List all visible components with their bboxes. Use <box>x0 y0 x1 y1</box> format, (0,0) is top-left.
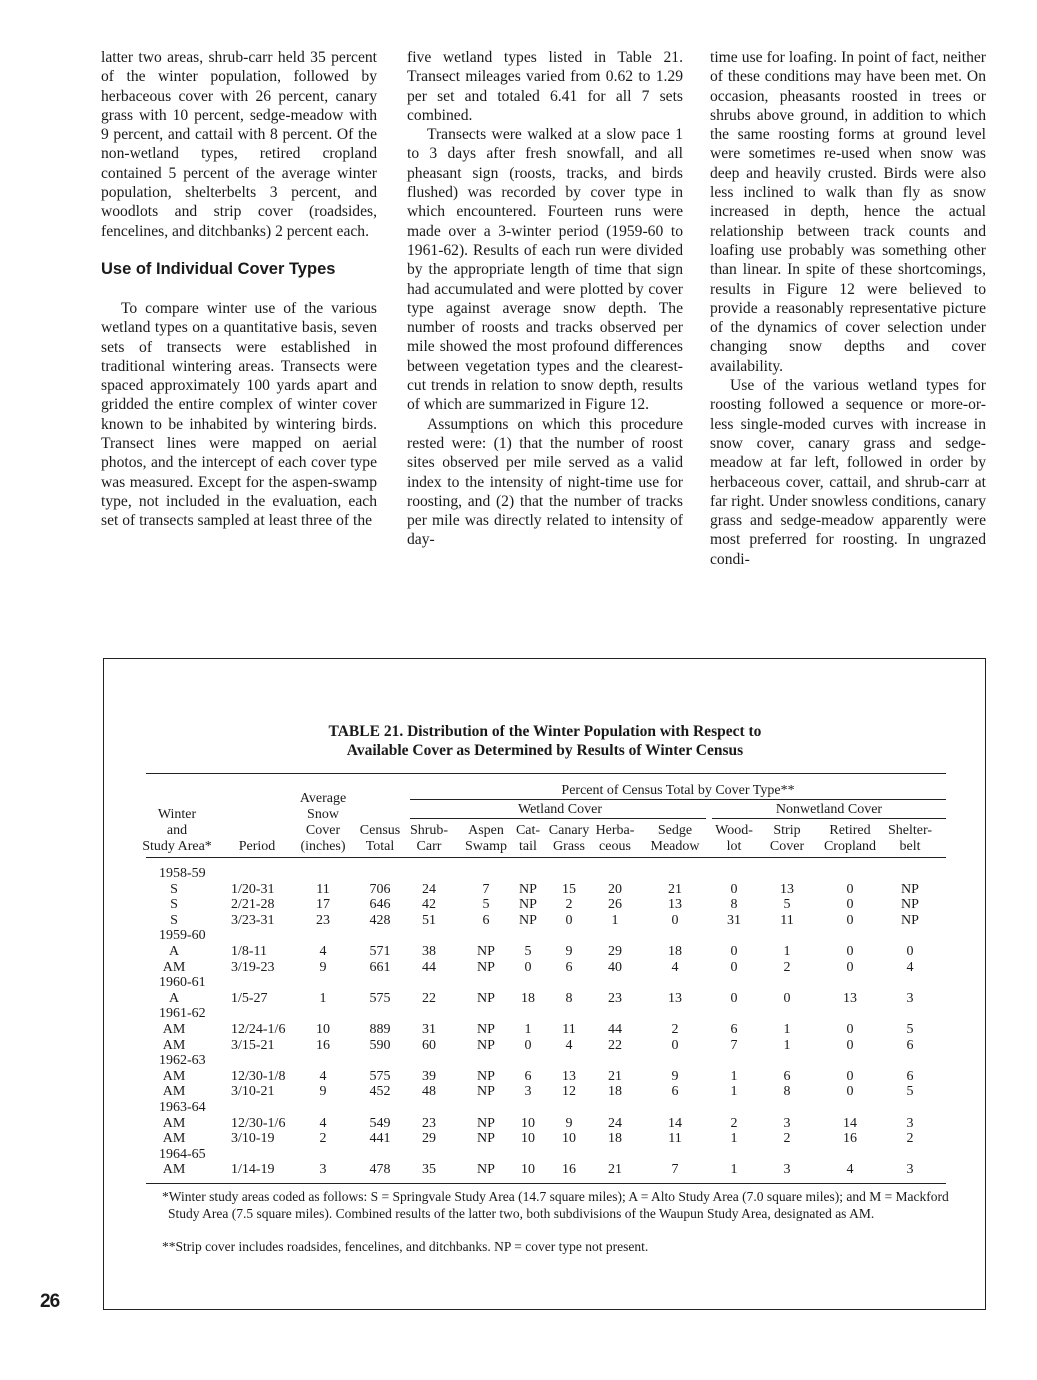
table-cell: 0 <box>671 912 679 928</box>
footnote-1: *Winter study areas coded as follows: S = Springvale Study Area (14.7 square miles); A = Alto Study Area (7.0 square miles); and M = Mackford Study Area (7.5 square miles). Combined results of the latter two, both subdivisions of the Waupun Study Area, designated as AM. <box>162 1189 949 1221</box>
table-cell: 44 <box>422 959 436 975</box>
table-cell: 13 <box>562 1068 576 1084</box>
table-cell: 20 <box>608 881 622 897</box>
table-cell: 8 <box>565 990 573 1006</box>
table-cell: 1 <box>783 1037 791 1053</box>
table-cell: 2 <box>783 959 791 975</box>
table-cell: 2 <box>730 1115 738 1131</box>
table-cell: AM <box>162 1131 186 1147</box>
table-cell: 7 <box>730 1037 738 1053</box>
table-cell: 39 <box>422 1068 436 1084</box>
col-header-retired: Retired <box>829 823 871 838</box>
table-cell: 17 <box>316 897 330 913</box>
table-cell: 2 <box>783 1131 791 1147</box>
table-cell: 10 <box>521 1162 535 1178</box>
table-title-line-1: TABLE 21. Distribution of the Winter Population with Respect to <box>328 723 762 740</box>
rule-bottom <box>146 1183 946 1184</box>
table-cell: 3 <box>524 1084 532 1100</box>
table-cell: 11 <box>668 1131 682 1147</box>
paragraph: latter two areas, shrub-carr held 35 percent of the winter population, followed by herbaceous cover with 26 percent, canary grass with 10 percent, sedge-meadow with 9 percent, and cattail with 8 percent. Of the non-wetland types, retired cropland contained 5 percent of the average winter population, shelterbelts 3 percent, and woodlots and strip cover (roadsides, fencelines, and ditchbanks) 2 percent each. <box>101 49 377 240</box>
rule-nonwetland <box>712 818 946 819</box>
table-cell: 478 <box>369 1162 391 1178</box>
table-cell: 44 <box>608 1022 622 1037</box>
table-cell: 60 <box>422 1037 436 1053</box>
table-cell: 29 <box>608 944 622 959</box>
table-cell: 5 <box>482 897 490 913</box>
table-cell: 549 <box>369 1115 391 1131</box>
table-cell: 0 <box>846 1022 854 1037</box>
rule-wetland <box>410 818 706 819</box>
table-cell: NP <box>477 1084 495 1100</box>
table-cell: 0 <box>906 944 914 959</box>
table-cell: 1/8-11 <box>231 944 268 959</box>
table-cell: 5 <box>524 944 532 959</box>
table-cell: 21 <box>608 1162 622 1178</box>
table-cell: 22 <box>422 990 436 1006</box>
year-row: 1958-59 <box>159 866 206 881</box>
table-cell: 16 <box>316 1037 330 1053</box>
col-header-retired: Cropland <box>823 839 877 854</box>
table-cell: 5 <box>906 1084 914 1100</box>
table-cell: AM <box>162 1068 186 1084</box>
year-row: 1961-62 <box>159 1006 206 1022</box>
table-cell: 1 <box>524 1022 532 1037</box>
table-cell: 31 <box>422 1022 436 1037</box>
table-cell: 441 <box>369 1131 391 1147</box>
table-cell: NP <box>477 1037 495 1053</box>
col-header-sedge: Meadow <box>650 839 700 854</box>
table-cell: 3 <box>783 1162 791 1178</box>
col-header-shrub: Shrub- <box>409 823 449 838</box>
table-cell: 2/21-28 <box>231 897 275 913</box>
table-cell: 1 <box>319 990 327 1006</box>
table-cell: 1 <box>730 1131 738 1147</box>
table-cell: 18 <box>668 944 682 959</box>
table-cell: NP <box>519 897 537 913</box>
paragraph: Transects were walked at a slow pace 1 to 3 days after fresh snowfall, and all pheasant sign (roosts, tracks, and birds flushed) was recorded by cover type in which encountered. Fourteen runs were made over a 3-winter period (1959-60 to 1961-62). Results of each run were divided by the appropriate length of time that sign had accumulated and were plotted by cover type against average snow depth. The number of roosts and tracks observed per mile showed the most profound differences between vegetation types and the clearest-cut trends in relation to snow depth, results of which are summarized in Figure 12. <box>407 126 683 414</box>
table-cell: 26 <box>608 897 622 913</box>
paragraph: To compare winter use of the various wetland types on a quantitative basis, seven sets of transects were established in traditional wintering areas. Transects were spaced approximately 100 yards apart and gridded the entire complex of winter cover known to be inhabited by wintering birds. Transect lines were mapped on aerial photos, and the intercept of each cover type was measured. Except for the aspen-swamp type, not included in the evaluation, each set of transects sampled at least three of the <box>101 299 377 530</box>
table-cell: 22 <box>608 1037 622 1053</box>
table-cell: 3 <box>906 1115 914 1131</box>
table-cell: S <box>170 912 178 928</box>
table-cell: NP <box>477 1022 495 1037</box>
table-cell: 6 <box>783 1068 791 1084</box>
rule-top <box>146 773 946 774</box>
table-cell: 6 <box>482 912 490 928</box>
table-cell: 4 <box>319 1068 327 1084</box>
table-cell: 24 <box>422 881 436 897</box>
table-cell: AM <box>162 959 186 975</box>
table-cell: 2 <box>319 1131 327 1147</box>
table-cell: 0 <box>846 912 854 928</box>
table-cell: 0 <box>524 1037 532 1053</box>
table-cell: 4 <box>846 1162 854 1178</box>
table-cell: NP <box>519 912 537 928</box>
table-cell: 29 <box>422 1131 436 1147</box>
table-cell: S <box>170 881 178 897</box>
table-cell: 1 <box>730 1084 738 1100</box>
table-cell: 9 <box>565 1115 573 1131</box>
nonwetland-header: Nonwetland Cover <box>775 802 883 817</box>
col-header-shelter: Shelter- <box>887 823 933 838</box>
table-cell: 9 <box>319 959 327 975</box>
table-cell: 0 <box>671 1037 679 1053</box>
table-cell: 3/15-21 <box>231 1037 275 1053</box>
col-header-strip: Strip <box>773 823 801 838</box>
table-cell: 3 <box>319 1162 327 1178</box>
table-cell: 11 <box>562 1022 576 1037</box>
table-cell: 3/10-19 <box>231 1131 275 1147</box>
table-cell: 5 <box>783 897 791 913</box>
table-cell: 0 <box>846 1037 854 1053</box>
table-cell: 5 <box>906 1022 914 1037</box>
table-cell: 0 <box>846 944 854 959</box>
table-cell: 0 <box>846 897 854 913</box>
table-cell: 10 <box>521 1115 535 1131</box>
table-cell: 3/19-23 <box>231 959 275 975</box>
table-cell: 18 <box>608 1084 622 1100</box>
table-cell: 12/24-1/6 <box>231 1022 286 1037</box>
table-cell: 31 <box>727 912 741 928</box>
col-header-strip: Cover <box>769 839 805 854</box>
table-cell: 0 <box>846 1068 854 1084</box>
section-heading: Use of Individual Cover Types <box>101 259 336 278</box>
table-cell: 0 <box>730 959 738 975</box>
table-cell: 24 <box>608 1115 622 1131</box>
table-cell: 4 <box>565 1037 573 1053</box>
table-cell: 3/23-31 <box>231 912 275 928</box>
table-cell: 1 <box>783 1022 791 1037</box>
text-column-2 <box>407 48 683 550</box>
table-cell: 8 <box>783 1084 791 1100</box>
table-cell: 10 <box>521 1131 535 1147</box>
wetland-header: Wetland Cover <box>517 802 602 817</box>
table-cell: 18 <box>608 1131 622 1147</box>
table-cell: 7 <box>482 881 490 897</box>
table-cell: AM <box>162 1115 186 1131</box>
table-cell: NP <box>477 1068 495 1084</box>
col-header-census: Census <box>359 823 401 838</box>
table-cell: 4 <box>319 1115 327 1131</box>
table-cell: 9 <box>671 1068 679 1084</box>
table-cell: 18 <box>521 990 535 1006</box>
col-header-snow: (inches) <box>300 839 346 854</box>
table-title-line-2: Available Cover as Determined by Results of Winter Census <box>346 742 744 759</box>
table-cell: 6 <box>730 1022 738 1037</box>
col-header-cattail: Cat- <box>515 823 541 838</box>
table-cell: 3 <box>783 1115 791 1131</box>
table-cell: 51 <box>422 912 436 928</box>
table-cell: 14 <box>843 1115 857 1131</box>
col-header-winter: Study Area* <box>142 839 212 854</box>
col-header-canary: Grass <box>553 839 585 854</box>
year-row: 1964-65 <box>159 1146 206 1162</box>
col-header-snow: Cover <box>305 823 341 838</box>
table-cell: 452 <box>369 1084 391 1100</box>
table-cell: 1 <box>730 1068 738 1084</box>
table-cell: 15 <box>562 881 576 897</box>
col-header-winter: Winter <box>157 807 197 822</box>
col-header-aspen: Aspen <box>468 823 504 838</box>
rule-header-bottom <box>146 857 946 858</box>
table-cell: NP <box>477 944 495 959</box>
table-cell: AM <box>162 1162 186 1178</box>
table-cell: 2 <box>565 897 573 913</box>
table-cell: 0 <box>846 1084 854 1100</box>
table-cell: 42 <box>422 897 436 913</box>
table-cell: 0 <box>846 959 854 975</box>
paragraph: time use for loafing. In point of fact, neither of these conditions may have been met. On occasion, pheasants roosted in trees or shrubs above ground, in addition to which the same roosting forms at ground level were sometimes re-used when snow was deep and heavily crusted. Birds were also less inclined to walk than fly as snow increased in depth, hence the actual relationship between track counts and loafing use probably was something other than linear. In spite of these shortcomings, results in Figure 12 were believed to provide a reasonably representative picture of the dynamics of cover selection under changing snow depths and cover availability. <box>710 49 986 375</box>
table-cell: 12/30-1/8 <box>231 1068 286 1084</box>
col-header-snow: Snow <box>307 807 339 822</box>
table-cell: A <box>168 944 180 959</box>
table-cell: 11 <box>316 881 330 897</box>
table-cell: 590 <box>369 1037 391 1053</box>
table-cell: NP <box>477 959 495 975</box>
table-cell: NP <box>901 881 919 897</box>
footnote-2: **Strip cover includes roadsides, fencelines, and ditchbanks. NP = cover type not present. <box>162 1239 649 1254</box>
table-cell: 14 <box>668 1115 682 1131</box>
table-cell: 0 <box>846 881 854 897</box>
table-cell: 38 <box>422 944 436 959</box>
table-cell: 4 <box>671 959 679 975</box>
table-cell: 10 <box>316 1022 330 1037</box>
table-cell: 7 <box>671 1162 679 1178</box>
table-cell: 2 <box>906 1131 914 1147</box>
table-cell: NP <box>477 1115 495 1131</box>
table-21 <box>103 658 986 1310</box>
col-header-wood: lot <box>726 839 742 854</box>
table-cell: 23 <box>422 1115 436 1131</box>
table-cell: 575 <box>369 1068 391 1084</box>
table-cell: 4 <box>319 944 327 959</box>
table-cell: AM <box>162 1022 186 1037</box>
table-cell: 3/10-21 <box>231 1084 275 1100</box>
table-cell: 0 <box>730 990 738 1006</box>
table-cell: NP <box>477 1131 495 1147</box>
table-cell: 571 <box>369 944 391 959</box>
table-cell: 21 <box>668 881 682 897</box>
table-cell: 1 <box>730 1162 738 1178</box>
col-header-period: Period <box>238 839 276 854</box>
table-cell: 6 <box>906 1068 914 1084</box>
table-cell: 1/5-27 <box>231 990 268 1006</box>
table-cell: 2 <box>671 1022 679 1037</box>
col-header-herb: Herba- <box>595 823 635 838</box>
col-header-winter: and <box>166 823 188 838</box>
col-header-aspen: Swamp <box>465 839 507 854</box>
col-header-snow: Average <box>299 791 347 806</box>
col-header-herb: ceous <box>599 839 631 854</box>
table-cell: 646 <box>369 897 391 913</box>
col-header-cattail: tail <box>519 839 537 854</box>
table-cell: AM <box>162 1084 186 1100</box>
col-header-canary: Canary <box>548 823 590 838</box>
table-cell: 13 <box>780 881 794 897</box>
table-cell: 35 <box>422 1162 436 1178</box>
table-cell: 21 <box>608 1068 622 1084</box>
table-cell: 428 <box>369 912 391 928</box>
table-cell: 12/30-1/6 <box>231 1115 286 1131</box>
table-cell: 10 <box>562 1131 576 1147</box>
table-cell: 6 <box>565 959 573 975</box>
table-cell: NP <box>477 1162 495 1178</box>
table-cell: A <box>168 990 180 1006</box>
table-cell: 13 <box>843 990 857 1006</box>
table-cell: AM <box>162 1037 186 1053</box>
table-cell: 12 <box>562 1084 576 1100</box>
paragraph: Assumptions on which this procedure rested were: (1) that the number of roost sites observed per mile served as a valid index to the intensity of night-time use for roosting, and (2) that the number of tracks per mile was directly related to intensity of day- <box>407 415 683 549</box>
table-cell: 9 <box>319 1084 327 1100</box>
table-cell: 11 <box>780 912 794 928</box>
table-cell: 8 <box>730 897 738 913</box>
table-cell: 0 <box>524 959 532 975</box>
col-header-sedge: Sedge <box>657 823 693 838</box>
paragraph: Use of the various wetland types for roosting followed a sequence or more-or-less single-moded curves with increase in snow cover, canary grass and sedge-meadow at far left, followed in order by herbaceous cover, cattail, and shrub-carr at far right. Under snowless conditions, canary grass and sedge-meadow apparently were most preferred for roosting. In ungrazed condi- <box>710 377 986 568</box>
table-cell: 0 <box>730 881 738 897</box>
table-cell: 1 <box>611 912 619 928</box>
table-cell: 0 <box>565 912 573 928</box>
year-row: 1963-64 <box>159 1100 206 1115</box>
year-row: 1960-61 <box>159 975 206 991</box>
text-column-3 <box>710 48 986 569</box>
table-cell: 706 <box>369 881 391 897</box>
table-cell: S <box>170 897 178 913</box>
table-cell: 48 <box>422 1084 436 1100</box>
table-cell: 16 <box>562 1162 576 1178</box>
table-cell: 1/14-19 <box>231 1162 275 1178</box>
table-cell: 13 <box>668 897 682 913</box>
table-cell: 40 <box>608 959 622 975</box>
table-cell: 1/20-31 <box>231 881 275 897</box>
text-column-1 <box>101 48 377 531</box>
table-cell: 6 <box>906 1037 914 1053</box>
group-header: Percent of Census Total by Cover Type** <box>561 783 795 798</box>
table-cell: NP <box>901 912 919 928</box>
table-cell: 661 <box>369 959 391 975</box>
table-cell: 3 <box>906 1162 914 1178</box>
rule-group <box>410 799 946 800</box>
table-cell: 0 <box>730 944 738 959</box>
table-cell: 4 <box>906 959 914 975</box>
table-cell: 23 <box>608 990 622 1006</box>
table-cell: NP <box>477 990 495 1006</box>
table-cell: 575 <box>369 990 391 1006</box>
table-cell: 23 <box>316 912 330 928</box>
table-cell: 889 <box>369 1022 391 1037</box>
table-cell: NP <box>519 881 537 897</box>
table-cell: 9 <box>565 944 573 959</box>
table-cell: 6 <box>524 1068 532 1084</box>
page-number: 26 <box>40 1291 60 1312</box>
table-cell: 13 <box>668 990 682 1006</box>
table-cell: 1 <box>783 944 791 959</box>
col-header-wood: Wood- <box>715 823 753 838</box>
table-cell: 6 <box>671 1084 679 1100</box>
year-row: 1962-63 <box>159 1053 206 1069</box>
col-header-census: Total <box>365 839 395 854</box>
table-cell: 0 <box>783 990 791 1006</box>
table-cell: 16 <box>843 1131 857 1147</box>
col-header-shelter: belt <box>899 839 921 854</box>
paragraph: five wetland types listed in Table 21. Transect mileages varied from 0.62 to 1.29 per set and totaled 6.41 for all 7 sets combined. <box>407 49 683 124</box>
table-cell: NP <box>901 897 919 913</box>
table-cell: 3 <box>906 990 914 1006</box>
col-header-shrub: Carr <box>416 839 442 854</box>
year-row: 1959-60 <box>159 928 206 944</box>
